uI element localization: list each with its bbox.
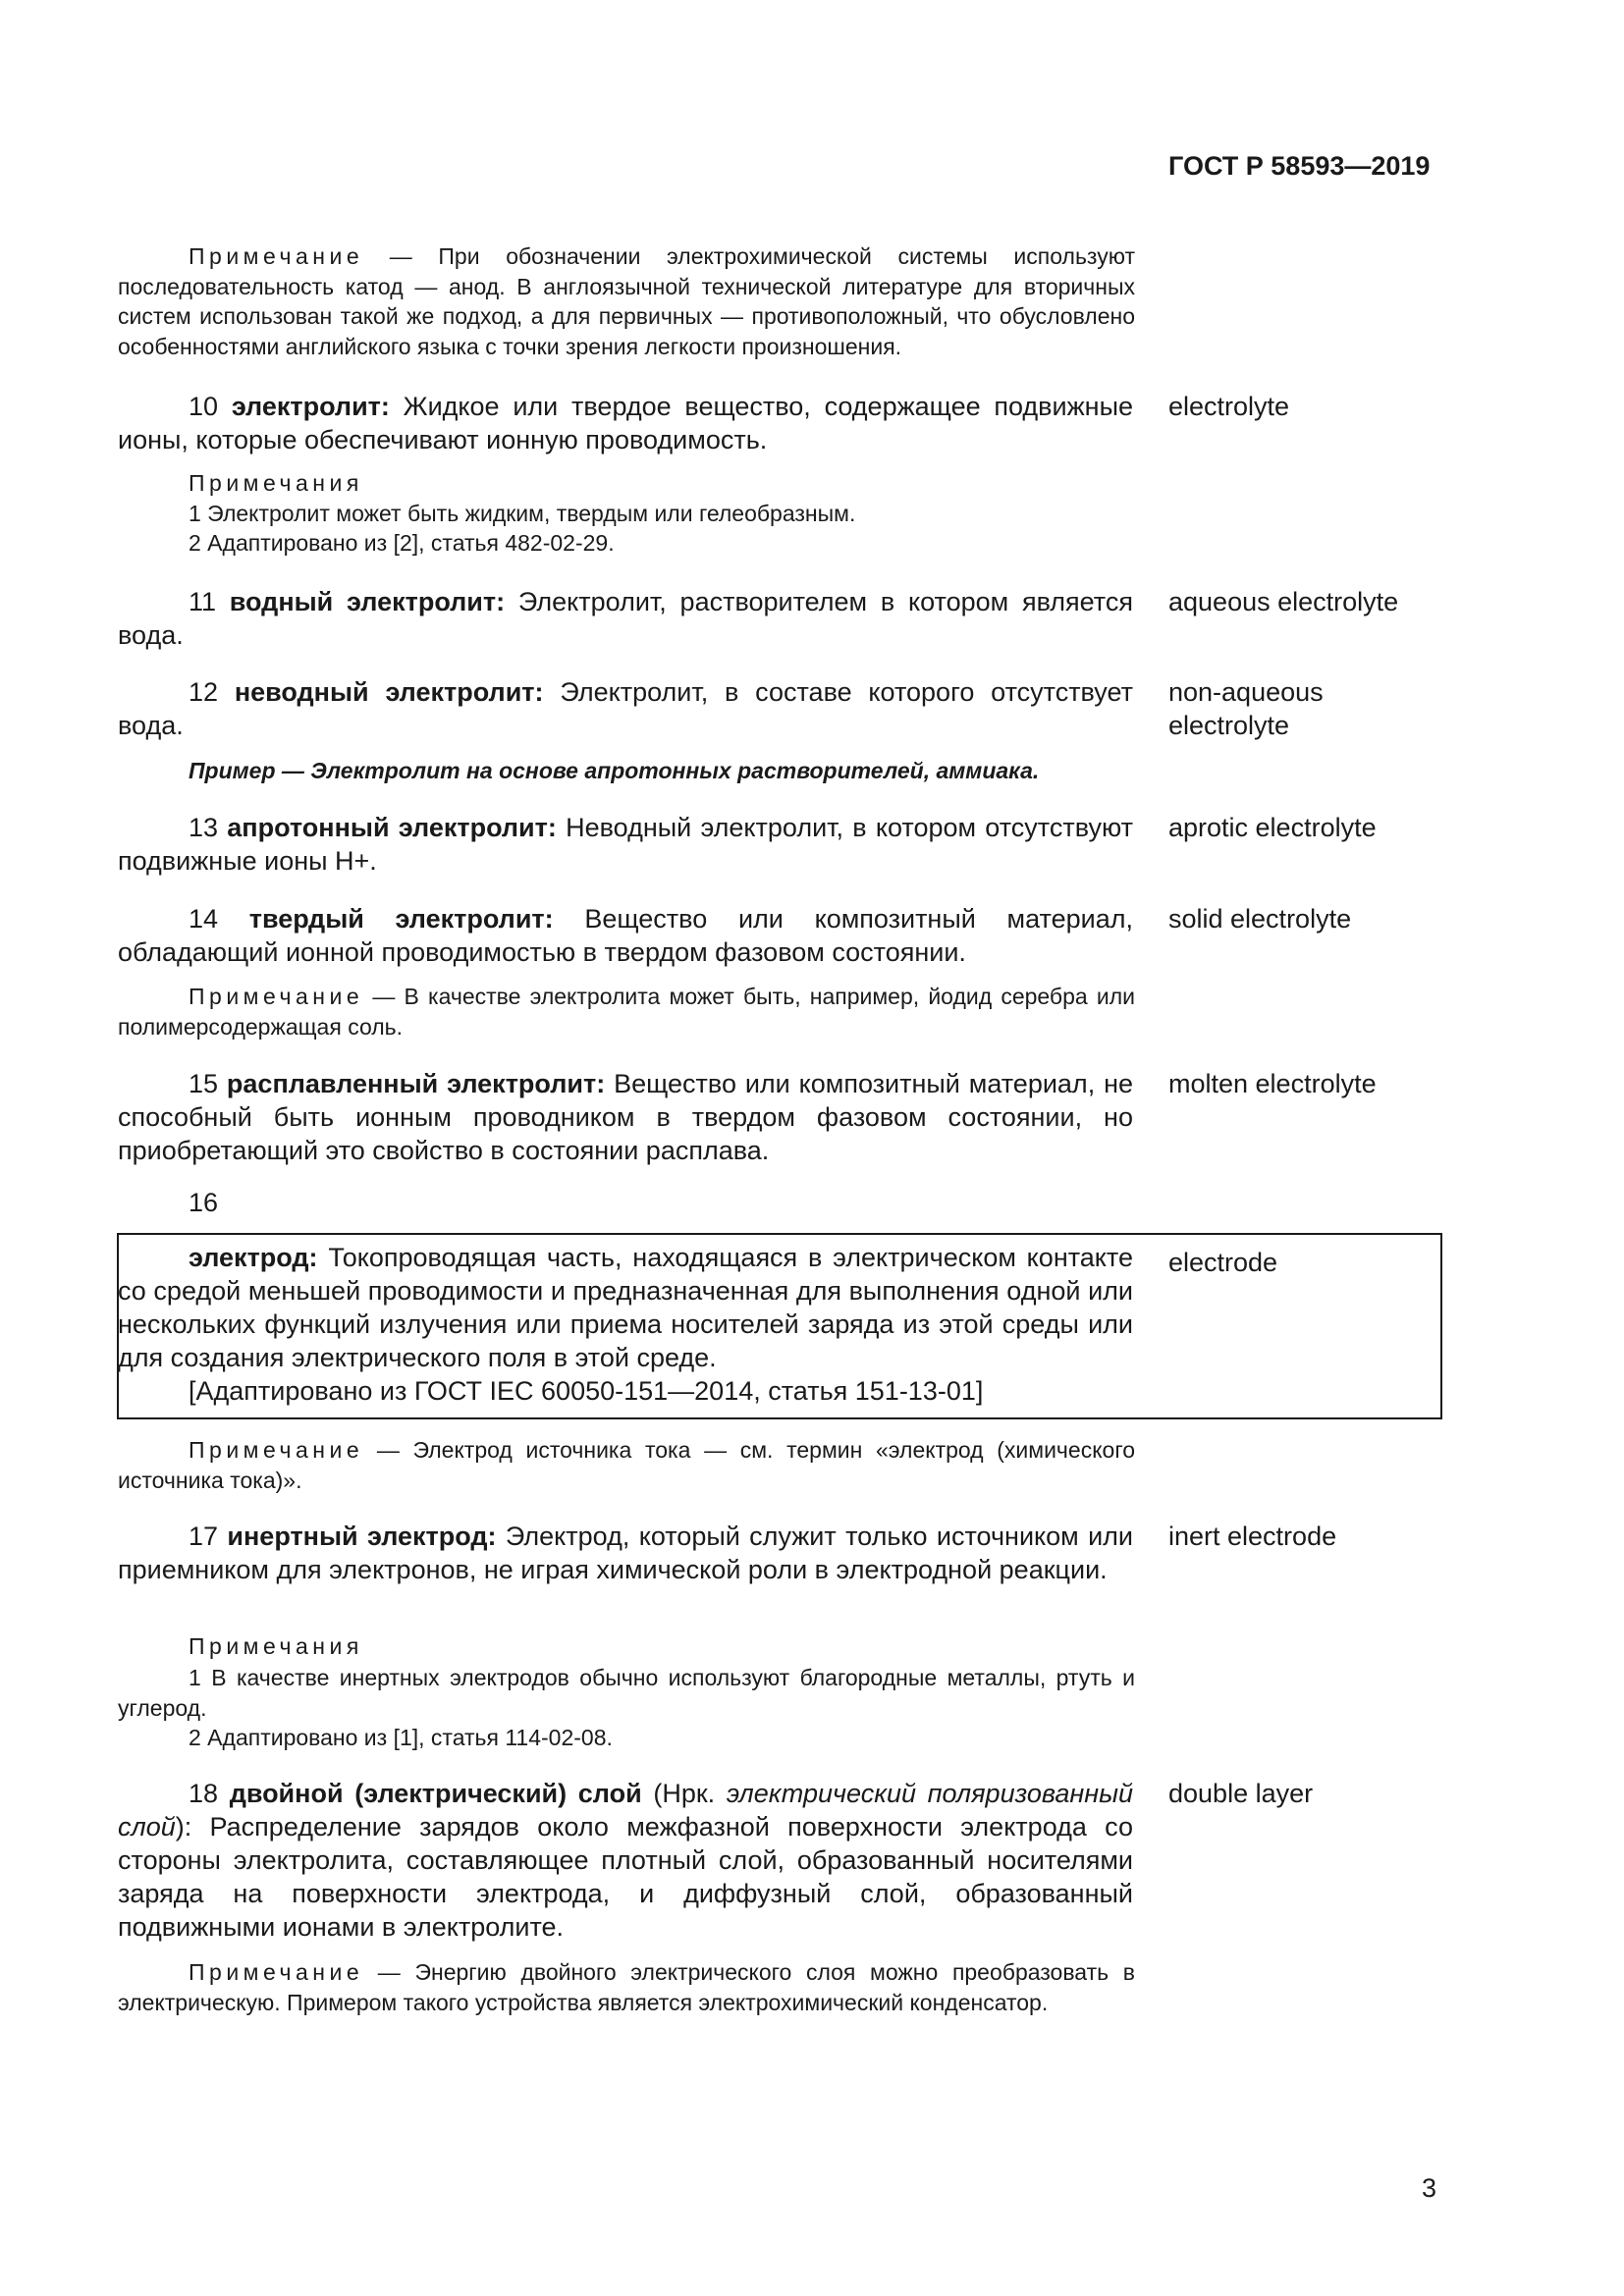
term-nonrecommended: электрический поляризованный слой: [118, 1779, 1133, 1842]
term-14-note: [118, 982, 1135, 1041]
term-10-note-1: 1 Электролит может быть жидким, твердым или гелеобразным.: [189, 501, 856, 526]
term-13: [118, 811, 1133, 878]
term-number: 15: [189, 1069, 227, 1098]
note-text: — В качестве электролита может быть, например, йодид серебра или полимерсодержащая соль.: [118, 984, 1135, 1040]
term-12-english: non-aqueous electrolyte: [1168, 677, 1324, 740]
term-16-note: [118, 1435, 1135, 1495]
term-definition: ): Распределение зарядов около межфазной поверхности электрода со стороны электролита, составляющее плотный слой, образованный носителями заряда на поверхности электрода, и диффузный слой, образованный подвижными ионами в электролите.: [118, 1812, 1133, 1942]
term-number: 17: [189, 1522, 228, 1551]
term-number: 11: [189, 587, 230, 616]
term-16-english: electrode: [1168, 1248, 1278, 1277]
term-definition: Вещество или композитный материал, не способный быть ионным проводником в твердом фазовом состоянии, но приобретающий это свойство в состоянии расплава.: [118, 1069, 1133, 1165]
term-number: 13: [189, 813, 228, 842]
term-17-note-1: 1 В качестве инертных электродов обычно используют благородные металлы, ртуть и углерод.: [118, 1665, 1135, 1721]
term-name: твердый электролит:: [248, 904, 554, 934]
term-16-source: [Адаптировано из ГОСТ IEC 60050-151—2014, статья 151-13-01]: [189, 1376, 984, 1406]
term-13-english: aprotic electrolyte: [1168, 813, 1377, 842]
term-number: 12: [189, 677, 235, 707]
term-17-english: inert electrode: [1168, 1522, 1337, 1551]
term-10: [118, 390, 1133, 456]
note-text: — Электрод источника тока — см. термин «электрод (химического источника тока)».: [118, 1437, 1135, 1493]
term-10-english: electrolyte: [1168, 392, 1290, 421]
term-18-english: double layer: [1168, 1779, 1314, 1808]
term-11: [118, 585, 1133, 652]
term-name: электрод:: [189, 1243, 318, 1272]
term-name: расплавленный электролит:: [226, 1069, 606, 1098]
term-18: 18 двойной (электрический) слой (Нрк. электрический поляризованный слой): Распределение зарядов около межфазной поверхности электрода со стороны электролита, составляющее плотный слой, образованный носителями заряда на поверхности электрода, и диффузный слой, образованный подвижными ионами в электролите.: [118, 1779, 1133, 1942]
term-17-notes-heading: Примечания: [189, 1633, 363, 1659]
term-number: 18: [189, 1779, 230, 1808]
note-text: — При обозначении электрохимической системы используют последовательность катод — анод. В англоязычной технической литературе для вторичных систем использован такой же подход, а для первичных — противоположный, что обусловлено особенностями английского языка с точки зрения легкости произношения.: [118, 243, 1135, 359]
term-definition: Вещество или композитный материал, обладающий ионной проводимостью в твердом фазовом состоянии.: [118, 904, 1133, 967]
term-15-english: molten electrolyte: [1168, 1069, 1377, 1098]
page-number: 3: [1422, 2173, 1437, 2203]
term-name: электролит:: [231, 392, 390, 421]
term-name: инертный электрод:: [227, 1522, 497, 1551]
term-12-example: Пример — Электролит на основе апротонных растворителей, аммиака.: [189, 758, 1040, 783]
term-16-number: 16: [189, 1188, 219, 1217]
term-number: 14: [189, 904, 249, 934]
term-10-notes-heading: Примечания: [189, 470, 363, 496]
term-10-note-2: 2 Адаптировано из [2], статья 482-02-29.: [189, 530, 615, 556]
note-text: — Энергию двойного электрического слоя можно преобразовать в электрическую. Примером такого устройства является электрохимический конденсатор.: [118, 1959, 1135, 2015]
term-definition: Токопроводящая часть, находящаяся в электрическом контакте со средой меньшей проводимости и предназначенная для выполнения одной или нескольких функций излучения или приема носителей заряда из этой среды или для создания электрического поля в этой среде.: [118, 1243, 1133, 1372]
term-16: [118, 1241, 1133, 1374]
document-header: ГОСТ Р 58593—2019: [1168, 151, 1431, 181]
term-12: [118, 675, 1133, 742]
term-definition: Электролит, растворителем в котором является вода.: [118, 587, 1133, 650]
note-label: Примечание: [189, 1437, 364, 1463]
term-17-note-2: 2 Адаптировано из [1], статья 114-02-08.: [189, 1725, 613, 1750]
term-definition: Электрод, который служит только источником или приемником для электронов, не играя химической роли в электродной реакции.: [118, 1522, 1133, 1584]
term-name: двойной (электрический) слой: [229, 1779, 642, 1808]
term-14-english: solid electrolyte: [1168, 904, 1352, 934]
term-18-note: [118, 1957, 1135, 2017]
term-name: водный электролит:: [229, 587, 506, 616]
term-name: апротонный электролит:: [227, 813, 557, 842]
note-label: Примечание: [189, 243, 364, 269]
term-number: 10: [189, 392, 232, 421]
note-top: [118, 241, 1135, 361]
term-11-english: aqueous electrolyte: [1168, 587, 1399, 616]
term-15: [118, 1067, 1133, 1167]
term-definition: Электролит, в составе которого отсутствует вода.: [118, 677, 1133, 740]
term-definition: Жидкое или твердое вещество, содержащее подвижные ионы, которые обеспечивают ионную проводимость.: [118, 392, 1133, 454]
term-17: [118, 1520, 1133, 1586]
term-name: неводный электролит:: [234, 677, 544, 707]
term-definition: Неводный электролит, в котором отсутствуют подвижные ионы H+.: [118, 813, 1133, 876]
term-14: [118, 902, 1133, 969]
note-label: Примечание: [189, 1959, 364, 1985]
note-label: Примечание: [189, 984, 364, 1009]
